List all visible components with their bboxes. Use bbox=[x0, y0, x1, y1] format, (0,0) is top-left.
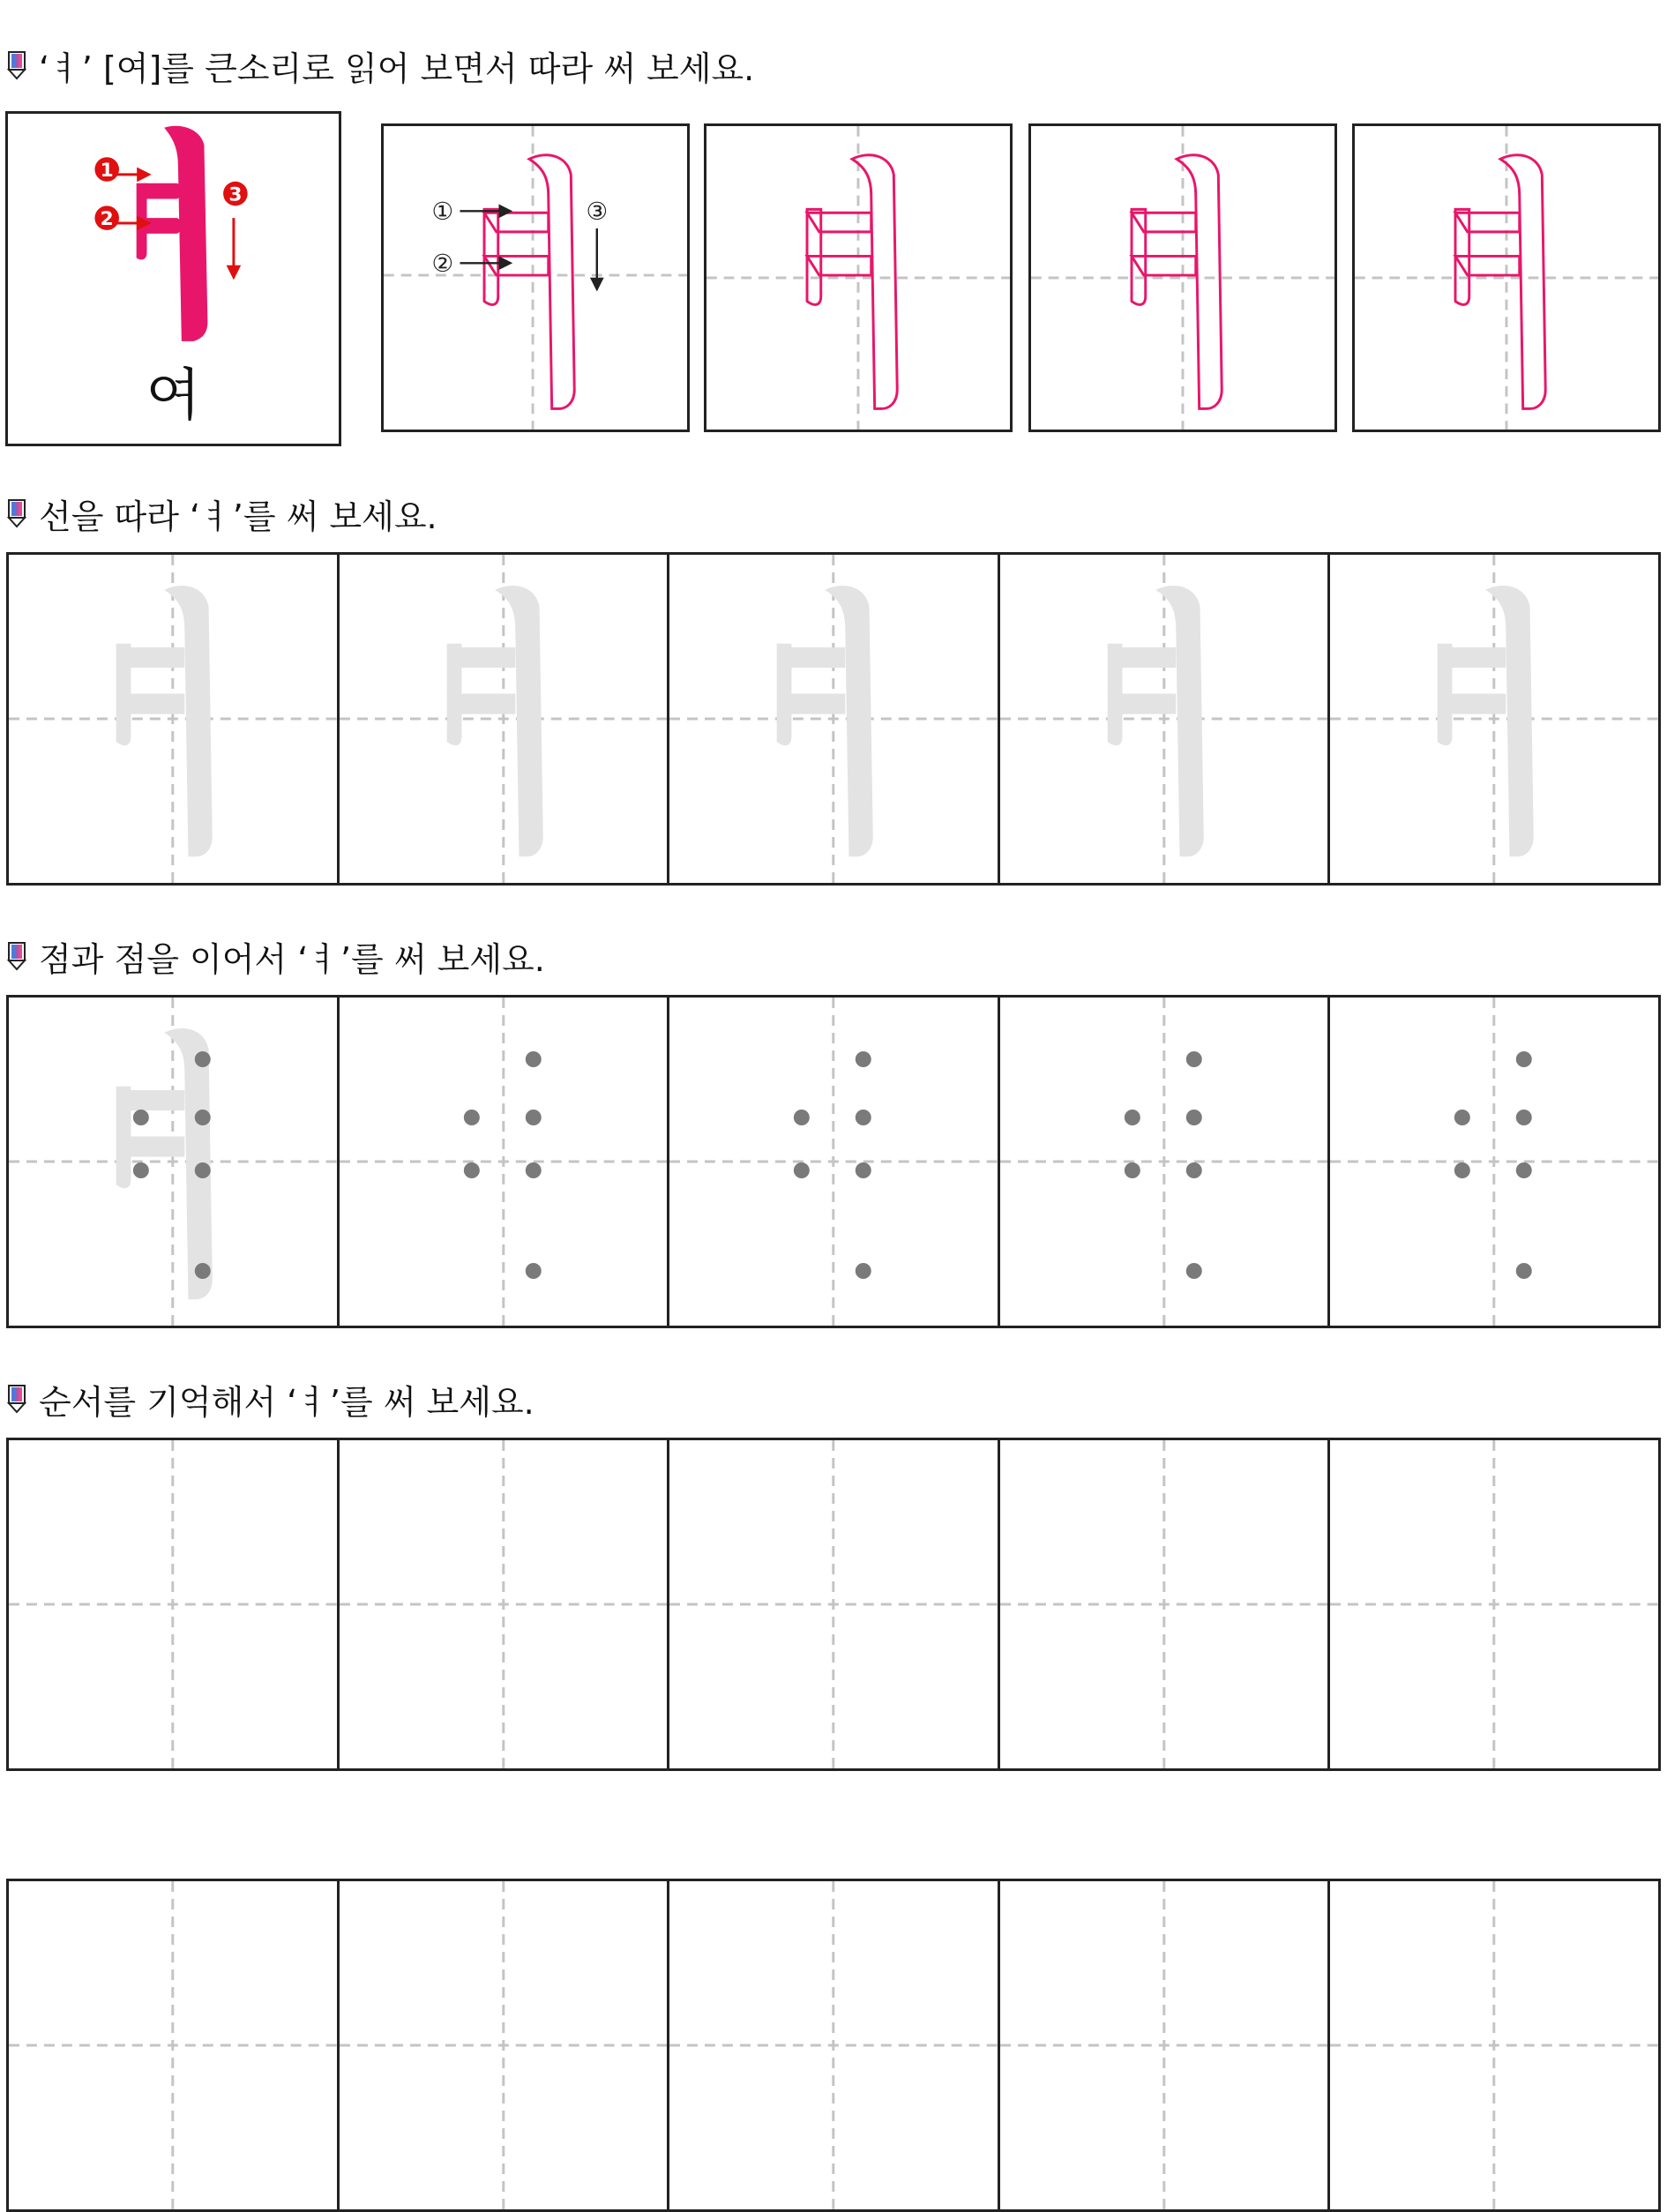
guide-dot bbox=[525, 1162, 541, 1178]
instruction-text: 선을 따라 ‘ㅕ’를 써 보세요. bbox=[39, 497, 437, 536]
practice-cell bbox=[340, 1440, 670, 1768]
outline-box-3 bbox=[1028, 123, 1337, 432]
guide-dot bbox=[133, 1162, 149, 1178]
guide-dot bbox=[525, 1051, 541, 1067]
practice-cell bbox=[1000, 555, 1331, 883]
trace-letter bbox=[1438, 586, 1534, 856]
instruction-text: 점과 점을 이어서 ‘ㅕ’를 써 보세요. bbox=[39, 939, 545, 979]
guide-dot bbox=[794, 1110, 810, 1125]
outline-box-1 bbox=[381, 123, 690, 432]
guide-dot bbox=[1186, 1110, 1202, 1125]
trace-row bbox=[6, 552, 1661, 886]
blank-row-2 bbox=[6, 1879, 1661, 2212]
sample-letter-shape bbox=[137, 126, 208, 341]
sample-syllable: 여 bbox=[146, 363, 201, 429]
outline-box-2 bbox=[704, 123, 1013, 432]
stroke-badge-3: 3 bbox=[228, 183, 243, 206]
circled-num-2: ② bbox=[431, 250, 454, 279]
trace-letter bbox=[1107, 586, 1203, 856]
guide-dot bbox=[525, 1263, 541, 1279]
pencil-icon bbox=[7, 941, 26, 971]
circled-num-3: ③ bbox=[586, 198, 609, 227]
outline-box-4 bbox=[1352, 123, 1661, 432]
instruction-3 bbox=[7, 930, 545, 983]
practice-cell bbox=[340, 555, 670, 883]
guide-dot bbox=[1516, 1110, 1532, 1125]
blank-row-1 bbox=[6, 1438, 1661, 1771]
practice-cell bbox=[669, 1881, 1000, 2209]
guide-dot bbox=[856, 1263, 871, 1279]
guide-dot bbox=[1186, 1051, 1202, 1067]
guide-dot bbox=[856, 1110, 871, 1125]
practice-cell bbox=[1330, 555, 1658, 883]
instruction-1 bbox=[7, 39, 754, 92]
sample-letter-box bbox=[5, 111, 341, 446]
trace-letter bbox=[777, 586, 873, 856]
instruction-text: ‘ㅕ’ [여]를 큰소리로 읽어 보면서 따라 써 보세요. bbox=[39, 49, 755, 88]
practice-cell bbox=[9, 555, 340, 883]
practice-cell bbox=[669, 1440, 1000, 1768]
practice-cell bbox=[340, 998, 670, 1326]
guide-dot bbox=[1125, 1162, 1140, 1178]
guide-dot bbox=[1454, 1110, 1470, 1125]
practice-cell bbox=[9, 1881, 340, 2209]
instruction-text: 순서를 기억해서 ‘ㅕ’를 써 보세요. bbox=[39, 1382, 534, 1422]
pencil-icon bbox=[7, 1384, 26, 1414]
guide-dot bbox=[1186, 1263, 1202, 1279]
pencil-icon bbox=[7, 498, 26, 528]
practice-cell bbox=[1000, 1440, 1331, 1768]
practice-cell bbox=[1330, 1440, 1658, 1768]
practice-cell bbox=[1330, 998, 1658, 1326]
practice-cell bbox=[340, 1881, 670, 2209]
guide-dot bbox=[1516, 1263, 1532, 1279]
guide-dot bbox=[794, 1162, 810, 1178]
trace-letter bbox=[116, 586, 213, 856]
guide-dot bbox=[1125, 1110, 1140, 1125]
dot-row bbox=[6, 995, 1661, 1328]
guide-dot bbox=[463, 1162, 479, 1178]
guide-dot bbox=[463, 1110, 479, 1125]
guide-dot bbox=[195, 1051, 211, 1067]
practice-cell bbox=[669, 555, 1000, 883]
pencil-icon bbox=[7, 50, 26, 80]
guide-dot bbox=[195, 1110, 211, 1125]
trace-letter bbox=[116, 1028, 213, 1299]
guide-dot bbox=[525, 1110, 541, 1125]
guide-dot bbox=[195, 1263, 211, 1279]
practice-cell bbox=[669, 998, 1000, 1326]
practice-cell bbox=[9, 1440, 340, 1768]
practice-cell bbox=[9, 998, 340, 1326]
guide-dot bbox=[1186, 1162, 1202, 1178]
instruction-2 bbox=[7, 487, 437, 540]
practice-cell bbox=[1000, 998, 1331, 1326]
guide-dot bbox=[1516, 1051, 1532, 1067]
guide-dot bbox=[1516, 1162, 1532, 1178]
circled-num-1: ① bbox=[431, 198, 454, 227]
guide-dot bbox=[856, 1051, 871, 1067]
guide-dot bbox=[195, 1162, 211, 1178]
trace-letter bbox=[446, 586, 542, 856]
guide-dot bbox=[856, 1162, 871, 1178]
practice-cell bbox=[1000, 1881, 1331, 2209]
practice-cell bbox=[1330, 1881, 1658, 2209]
guide-dot bbox=[1454, 1162, 1470, 1178]
stroke-badge-1: 1 bbox=[100, 159, 114, 182]
instruction-4 bbox=[7, 1372, 534, 1425]
stroke-badge-2: 2 bbox=[100, 207, 114, 230]
guide-dot bbox=[133, 1110, 149, 1125]
